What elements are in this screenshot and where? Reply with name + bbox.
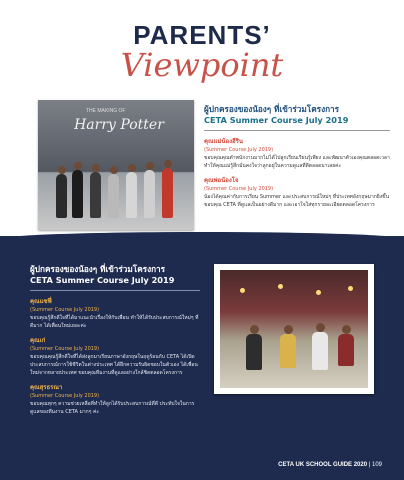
testimonial-program: (Summer Course July 2019) (204, 147, 274, 153)
page-script-title: Viewpoint (120, 46, 284, 84)
page-number: 109 (371, 462, 382, 468)
person-figure (280, 334, 296, 368)
testimonial-name: คุณแม่น้องฮีริน (204, 138, 244, 145)
testimonial-program: (Summer Course July 2019) (30, 393, 100, 399)
harry-potter-group-photo (38, 100, 194, 230)
divider (30, 290, 200, 291)
person-figure (108, 174, 119, 218)
testimonial-text: น้องได้คุณค่ากับการเรียน Summer และประสบการณ์ใหม่ๆ ที่ประเทศอังกฤษมากยิ่งขึ้น ขอบคุณ CETA ที่ดูแลเป็นอย่างดีมาก และเอาใจใส่ทุกรายละเอียดตลอดโครงการ (204, 194, 389, 208)
person-head (110, 166, 118, 174)
person-head (92, 164, 100, 172)
testimonial-name: คุณสุรธรณา (30, 384, 63, 391)
testimonial-text: ขอบคุณรู้สึกดีใจที่ได้มาแนะนำเรื่องให้กับเพื่อน ทำให้ได้รับประสบการณ์ใหม่ๆ ที่ดีมาก ได้เพื่อนใหม่เยอะค่ะ (30, 315, 199, 329)
section1-heading-thai: ผู้ปกครองของน้องๆ ที่เข้าร่วมโครงการ (204, 104, 340, 114)
testimonial-program: (Summer Course July 2019) (30, 307, 100, 313)
footer-separator: | (368, 462, 371, 468)
person-figure (162, 168, 173, 218)
testimonial-program: (Summer Course July 2019) (204, 186, 274, 192)
sign-text: Harry Potter (74, 117, 164, 133)
person-figure (56, 174, 67, 218)
sign-small-text: THE MAKING OF (86, 108, 126, 114)
person-figure (144, 170, 155, 218)
section1-heading-english: CETA Summer Course July 2019 (204, 115, 349, 125)
section2-heading-thai: ผู้ปกครองของน้องๆ ที่เข้าร่วมโครงการ (30, 264, 166, 274)
person-figure (90, 172, 101, 218)
bowling-group-photo (214, 264, 374, 394)
person-head (128, 164, 136, 172)
person-head (146, 162, 154, 170)
person-head (74, 162, 82, 170)
page-title: PARENTS’ (133, 20, 271, 50)
page-footer (278, 462, 382, 468)
bowling-photo-image (220, 270, 368, 388)
testimonial-text: ขอบคุณทุกๆ ความช่วยเหลือที่ทำให้ลูกได้รับประสบการณ์ที่ดี ประทับใจในการดูแลของทีมงาน CETA มากๆ ค่ะ (30, 401, 195, 415)
testimonial-text: ขอบคุณคุณรู้สึกดีใจที่ได้ส่งลูกมาเรียนภาษาอังกฤษในฤดูร้อนกับ CETA ได้เปิดประสบการณ์การใช้ชีวิตในต่างประเทศ ได้ฝึกความรับผิดชอบในตัวเอง ได้เพื่อนใหม่จากหลายประเทศ ขอบคุณทีมงานที่ดูแลอย่างใกล้ชิดตลอดโครงการ (30, 354, 198, 376)
person-head (250, 325, 259, 334)
testimonial-program: (Summer Course July 2019) (30, 346, 100, 352)
testimonial-name: คุณแซฟี่ (30, 298, 52, 305)
testimonials-section-1 (204, 104, 390, 209)
person-figure (312, 332, 328, 370)
person-figure (246, 334, 262, 370)
testimonial-text: ขอบคุณคุณตำพนักงานมากไม่ได้ไปลูกเรียนเรียนรู้เพียง และพัฒนาตัวเองคุณตลอดเวลา ทำให้คุณแม่รู้สึกมั่นคงใจว่าลูกอยู่ในความดูแลที่ดีตลอดมาเลยค่ะ (204, 155, 390, 169)
divider (204, 130, 390, 131)
person-head (164, 160, 172, 168)
person-figure (72, 170, 83, 218)
person-head (284, 325, 293, 334)
person-head (342, 325, 351, 334)
light-fixture (240, 288, 245, 293)
person-head (58, 166, 66, 174)
light-fixture (278, 284, 283, 289)
person-head (316, 323, 325, 332)
testimonials-section-2 (30, 264, 200, 416)
person-figure (338, 334, 354, 366)
testimonial-name: คุณพ่อน้องโจ (204, 177, 239, 184)
light-fixture (348, 286, 353, 291)
section2-heading-english: CETA Summer Course July 2019 (30, 275, 175, 285)
person-figure (126, 172, 137, 218)
testimonial-name: คุณเก่ (30, 337, 46, 344)
light-fixture (316, 290, 321, 295)
footer-brand: CETA UK SCHOOL GUIDE 2020 (278, 462, 368, 468)
